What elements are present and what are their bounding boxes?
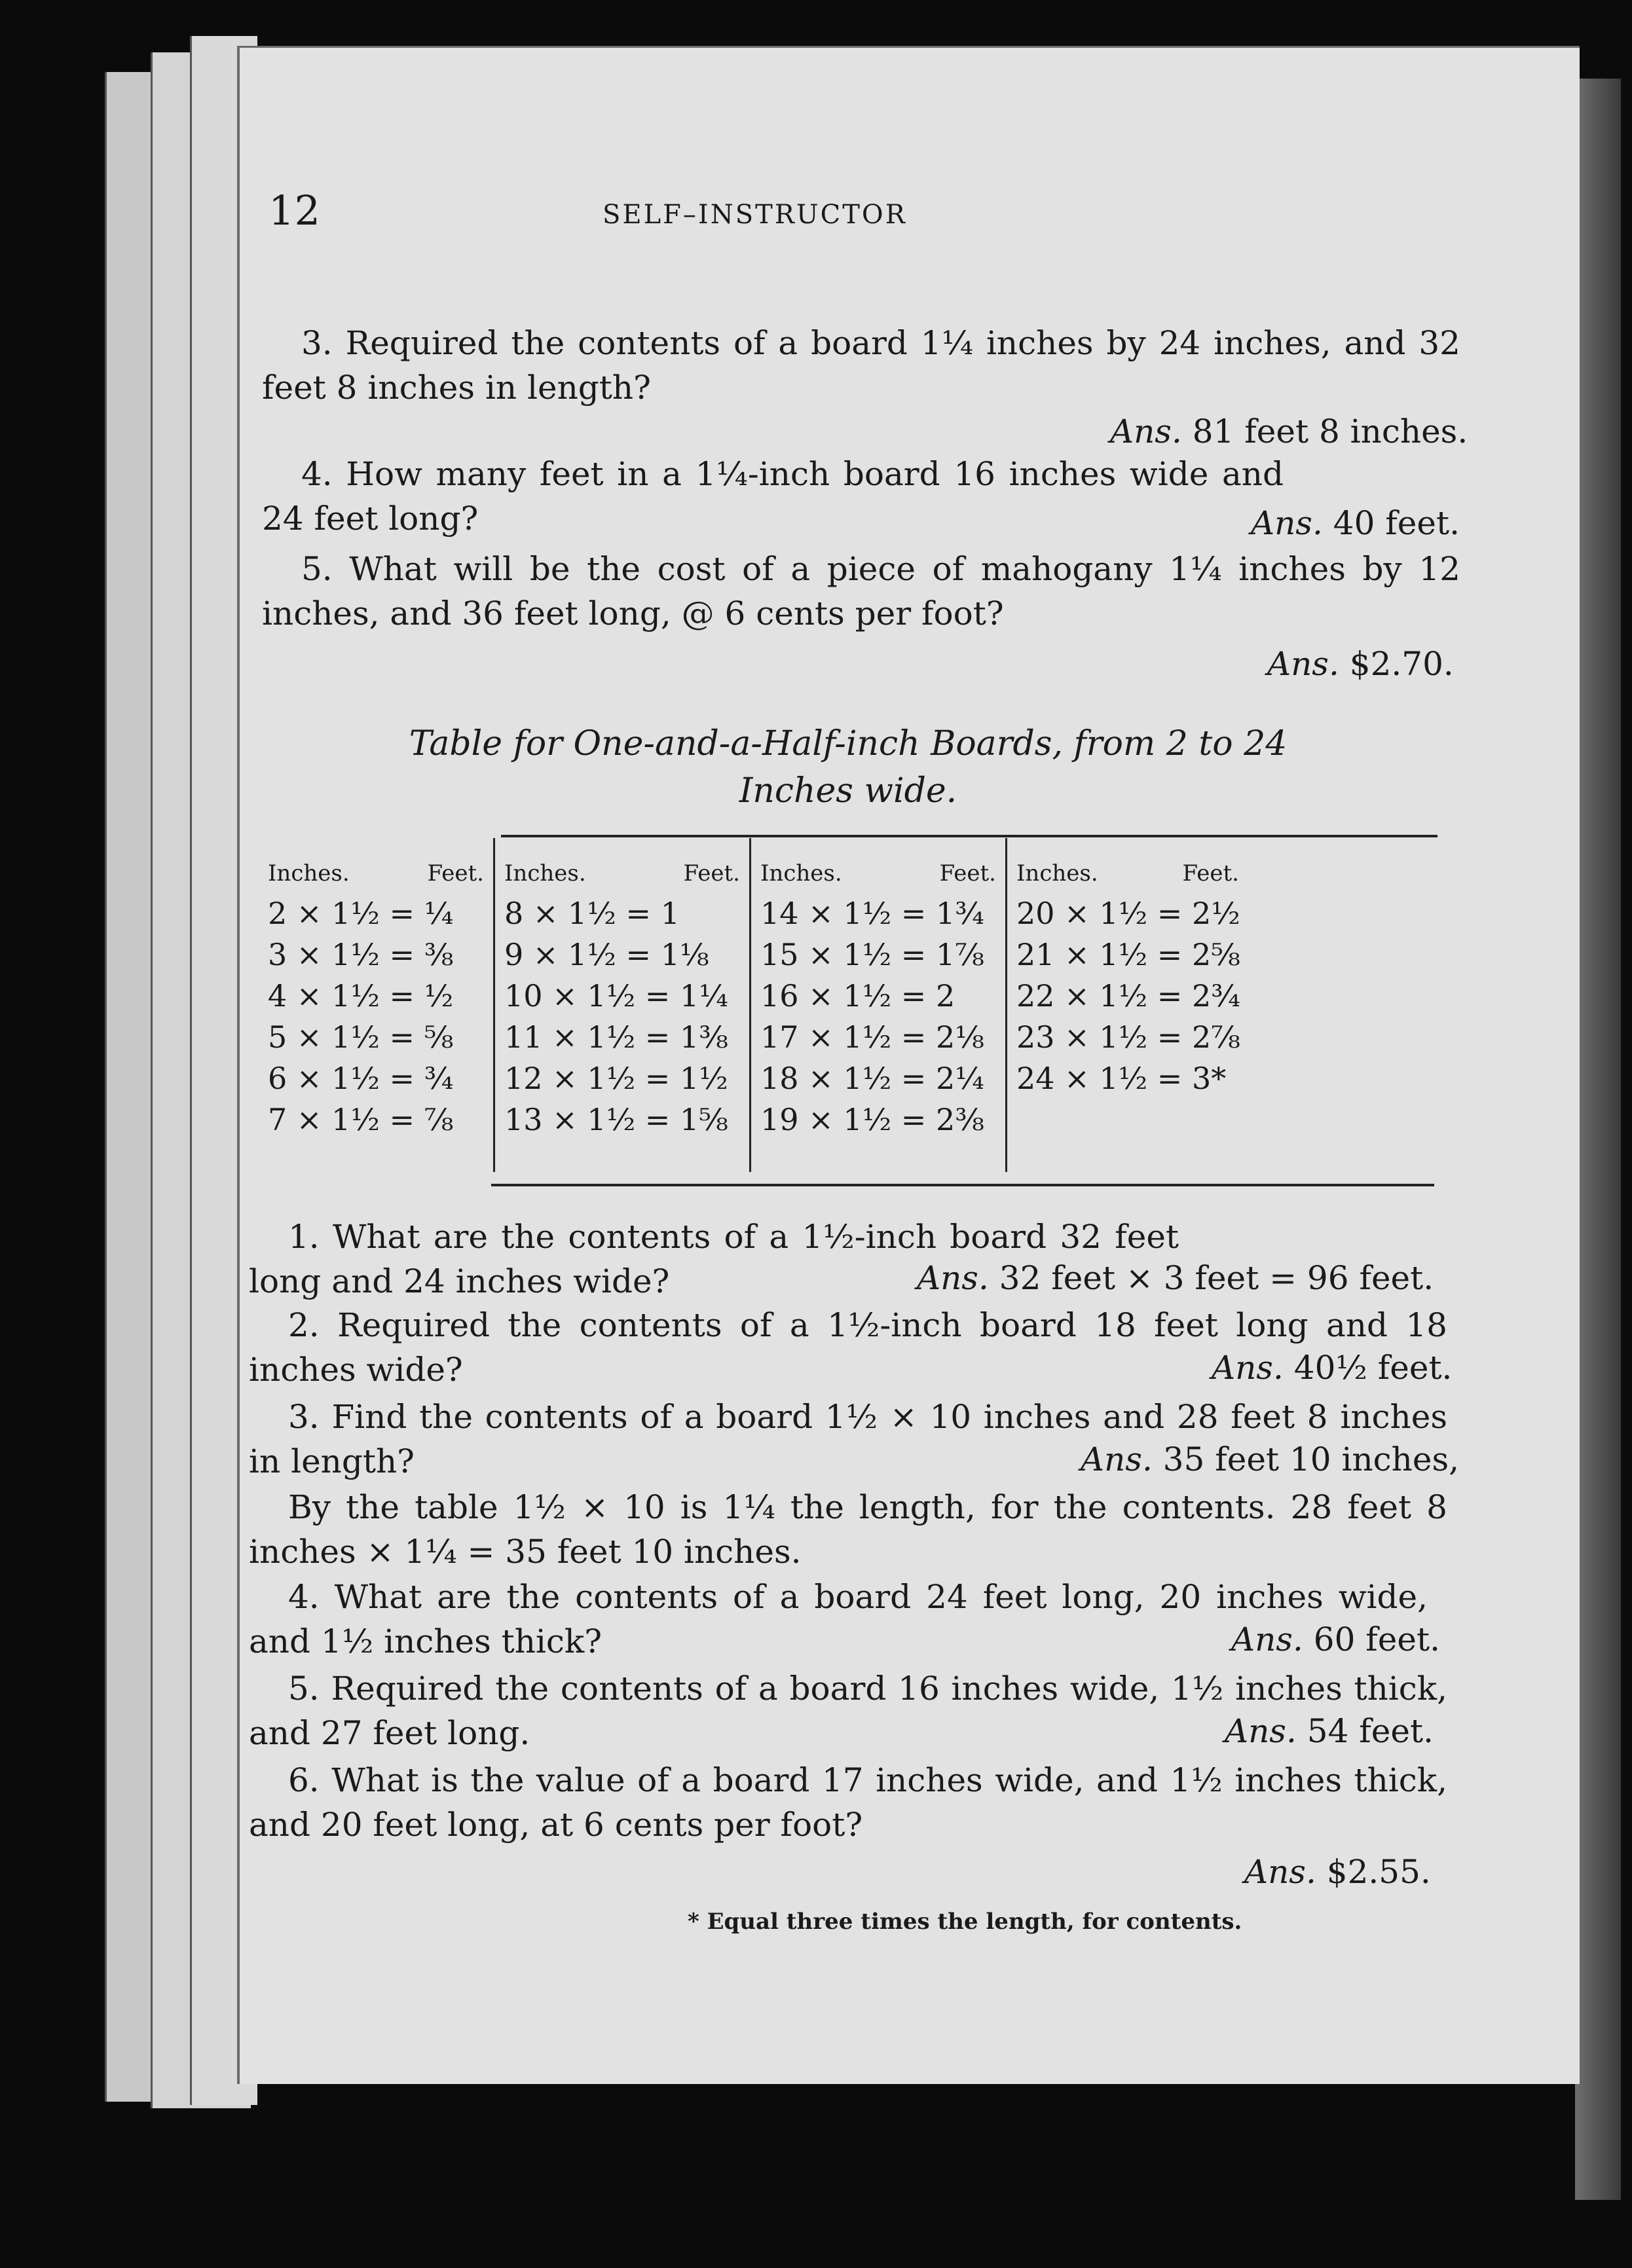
answer: Ans. 32 feet × 3 feet = 96 feet. xyxy=(917,1259,1434,1297)
table-row: 24 × 1½ = 3* xyxy=(1016,1061,1227,1096)
column-header: Inches. xyxy=(268,860,350,887)
table-row: 19 × 1½ = 2⅜ xyxy=(760,1102,984,1137)
table-column xyxy=(1007,838,1248,1172)
answer: Ans. $2.55. xyxy=(1244,1853,1431,1891)
table-row: 21 × 1½ = 2⅝ xyxy=(1016,937,1240,972)
column-header: Feet. xyxy=(427,860,484,887)
column-header: Inches. xyxy=(760,860,842,887)
problem-text: 4. How many feet in a 1¼-inch board 16 inches wide and 24 feet long? xyxy=(262,455,1284,538)
table-column xyxy=(259,838,495,1172)
answer: Ans. 40½ feet. xyxy=(1212,1349,1453,1387)
table-row: 7 × 1½ = ⅞ xyxy=(268,1102,454,1137)
book-gutter xyxy=(1575,79,1621,2200)
table-row: 10 × 1½ = 1¼ xyxy=(504,978,728,1014)
table-caption: Table for One-and-a-Half-inch Boards, from 2 to 24 xyxy=(409,724,1288,763)
problem-text: 3. Find the contents of a board 1½ × 10 inches and 28 feet 8 inches in length? xyxy=(249,1398,1447,1480)
column-header: Feet. xyxy=(683,860,740,887)
table-row: 2 × 1½ = ¼ xyxy=(268,896,454,931)
column-header: Feet. xyxy=(939,860,996,887)
page-number: 12 xyxy=(269,187,320,234)
problem-text: 1. What are the contents of a 1½-inch board 32 feet long and 24 inches wide? xyxy=(249,1218,1179,1300)
table-row: 9 × 1½ = 1⅛ xyxy=(504,937,709,972)
table-row: 4 × 1½ = ½ xyxy=(268,978,454,1014)
column-header: Feet. xyxy=(1182,860,1239,887)
table-row: 11 × 1½ = 1⅜ xyxy=(504,1019,728,1055)
table-top-rule xyxy=(501,835,1437,837)
answer: Ans. 40 feet. xyxy=(1251,504,1460,542)
problem-text: 5. What will be the cost of a piece of mahogany 1¼ inches by 12 inches, and 36 feet long, @ 6 cents per foot? xyxy=(262,550,1460,632)
running-title: SELF–INSTRUCTOR xyxy=(603,200,907,230)
problem-text: 6. What is the value of a board 17 inches wide, and 1½ inches thick, and 20 feet long, at 6 cents per foot? xyxy=(249,1761,1447,1844)
table-row: 6 × 1½ = ¾ xyxy=(268,1061,454,1096)
table-row: 17 × 1½ = 2⅛ xyxy=(760,1019,984,1055)
problem-text: 4. What are the contents of a board 24 feet long, 20 inches wide, and 1½ inches thick? xyxy=(249,1578,1428,1660)
table-column xyxy=(751,838,1007,1172)
table-row: 20 × 1½ = 2½ xyxy=(1016,896,1240,931)
table-row: 22 × 1½ = 2¾ xyxy=(1016,978,1240,1014)
answer: Ans. $2.70. xyxy=(1267,645,1454,683)
table-caption: Inches wide. xyxy=(739,771,957,811)
table-row: 15 × 1½ = 1⅞ xyxy=(760,937,984,972)
answer: Ans. 81 feet 8 inches. xyxy=(1110,412,1468,450)
table-column xyxy=(495,838,751,1172)
table-row: 3 × 1½ = ⅜ xyxy=(268,937,454,972)
column-header: Inches. xyxy=(1016,860,1098,887)
answer: Ans. 60 feet. xyxy=(1231,1620,1440,1658)
table-row: 12 × 1½ = 1½ xyxy=(504,1061,728,1096)
table-row: 8 × 1½ = 1 xyxy=(504,896,680,931)
problem-text: 5. Required the contents of a board 16 inches wide, 1½ inches thick, and 27 feet long. xyxy=(249,1670,1447,1752)
table-row: 14 × 1½ = 1¾ xyxy=(760,896,984,931)
table-row: 5 × 1½ = ⅝ xyxy=(268,1019,454,1055)
column-header: Inches. xyxy=(504,860,586,887)
answer: Ans. 54 feet. xyxy=(1225,1712,1434,1750)
answer: Ans. 35 feet 10 inches, xyxy=(1081,1440,1460,1478)
table-row: 18 × 1½ = 2¼ xyxy=(760,1061,984,1096)
table-row: 13 × 1½ = 1⅝ xyxy=(504,1102,728,1137)
explanation-text: By the table 1½ × 10 is 1¼ the length, for the contents. 28 feet 8 inches × 1¼ = 35 feet 10 inches. xyxy=(249,1488,1447,1571)
problem-text: 2. Required the contents of a 1½-inch board 18 feet long and 18 inches wide? xyxy=(249,1306,1447,1389)
table-row: 23 × 1½ = 2⅞ xyxy=(1016,1019,1240,1055)
table-row: 16 × 1½ = 2 xyxy=(760,978,955,1014)
problem-text: 3. Required the contents of a board 1¼ inches by 24 inches, and 32 feet 8 inches in length? xyxy=(262,324,1460,407)
board-table xyxy=(259,838,1457,1172)
footnote: * Equal three times the length, for contents. xyxy=(688,1909,1242,1935)
table-bottom-rule xyxy=(491,1184,1434,1186)
